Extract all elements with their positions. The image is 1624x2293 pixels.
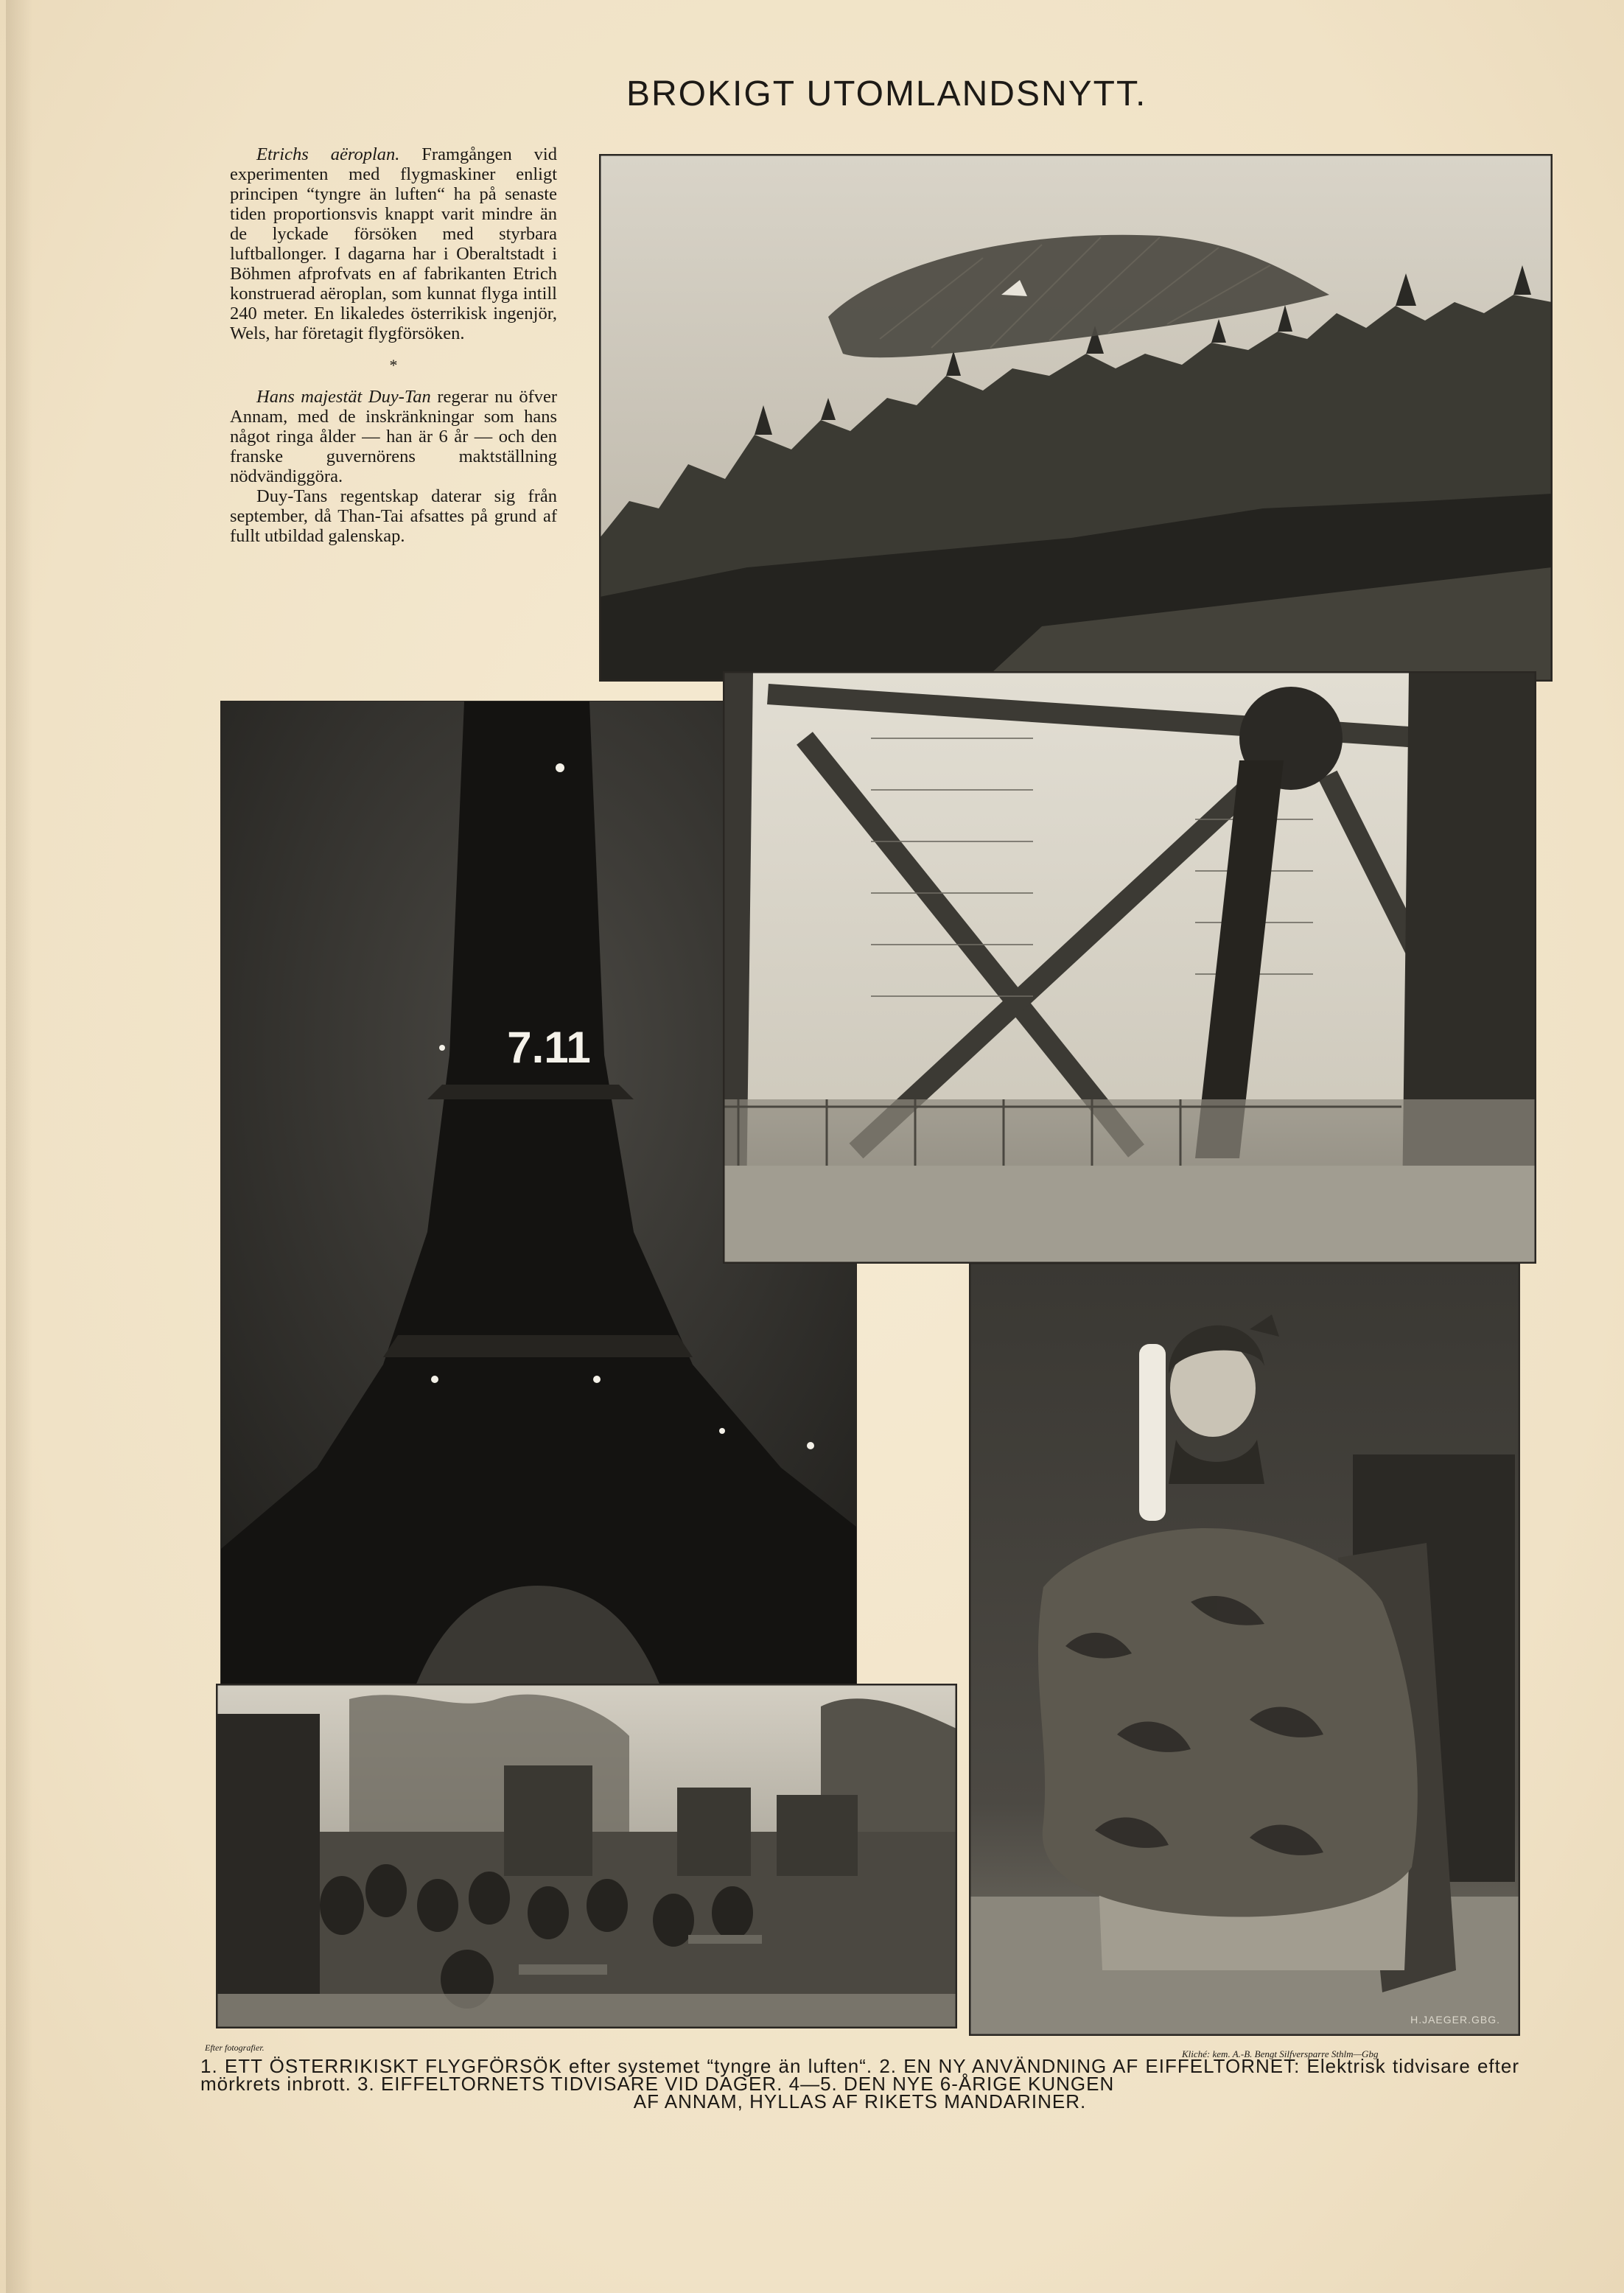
photo-credit: Efter fotografier. bbox=[205, 2042, 265, 2053]
photo-eiffel-day-clock bbox=[724, 672, 1536, 1263]
photo-aeroplane-flight bbox=[600, 155, 1552, 681]
story-duy-tan-title: Hans majestät Duy-Tan bbox=[256, 387, 431, 407]
photo-captions bbox=[200, 2057, 1519, 2110]
caption-line-3: AF ANNAM, HYLLAS AF RIKETS MANDARINER. bbox=[633, 2090, 1087, 2112]
photo-young-king-throne bbox=[970, 1263, 1519, 2035]
story-duy-tan bbox=[230, 387, 557, 486]
eiffel-day-art bbox=[724, 672, 1536, 1263]
mandarins-art bbox=[217, 1684, 956, 2028]
story-aeroplan-title: Etrichs aëroplan. bbox=[256, 144, 400, 164]
page-title: BROKIGT UTOMLANDSNYTT. bbox=[626, 74, 1147, 113]
caption-line-1: 1. ETT ÖSTERRIKISKT FLYGFÖRSÖK efter systemet “tyngre än luften“. 2. EN NY ANVÄNDNING AF EIFFELTORNET: bbox=[200, 2055, 1301, 2077]
engraving-credit: Kliché: kem. A.-B. Bengt Silfversparre Sthlm—Gbg bbox=[1182, 2048, 1379, 2059]
article-column bbox=[230, 144, 557, 546]
caption-line-2: Elektrisk tidvisare efter mörkrets inbrott. 3. EIFFELTORNETS TIDVISARE VID DAGER. 4—5. DEN NYE 6-ÅRIGE KUNGEN bbox=[200, 2055, 1519, 2095]
story-aeroplan bbox=[230, 144, 557, 343]
page-fold-shadow bbox=[6, 0, 32, 2293]
photo-studio-mark: H.JAEGER.GBG. bbox=[1410, 2014, 1500, 2026]
tower-clock-reading: 7.11 bbox=[507, 1023, 591, 1072]
story-duy-tan-body: regerar nu öfver Annam, med de inskränkningar som hans något ringa ålder — han är 6 år — och den franske guvernörens maktställning nödvändiggöra. bbox=[230, 387, 558, 486]
story-duy-tan-continued: Duy-Tans regentskap daterar sig från september, då Than-Tai afsattes på grund af fullt utbildad galenskap. bbox=[230, 486, 557, 546]
young-king-art bbox=[970, 1263, 1519, 2035]
story-aeroplan-body: Framgången vid experimenten med flygmaskiner enligt principen “tyngre än luften“ ha på senaste tiden proportionsvis knappt varit mindre än de lyckade försöken med styrbara luftballonger. I dagarna har i Oberaltstadt i Böhmen afprofvats en af fabrikanten Etrich konstruerad aëroplan, som kunnat flyga intill 240 meter. En likaledes österrikisk ingenjör, Wels, har företagit flygförsöken. bbox=[230, 144, 557, 343]
aeroplane-photo-art bbox=[600, 155, 1552, 681]
story-separator: * bbox=[389, 356, 398, 374]
photo-mandarins-courtyard bbox=[217, 1684, 956, 2028]
